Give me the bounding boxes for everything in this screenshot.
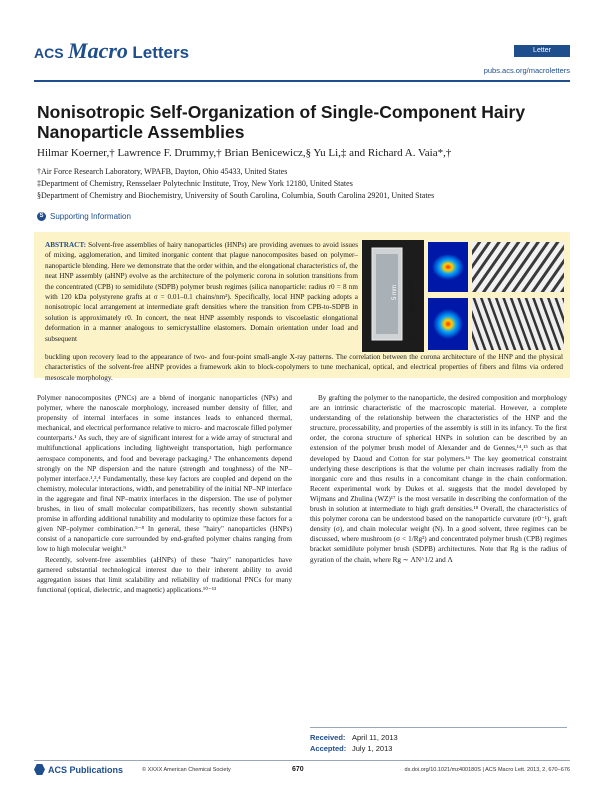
toc-scale-label: 5 mm (392, 285, 398, 300)
toc-graphic (362, 240, 566, 352)
supporting-info-link[interactable] (37, 212, 131, 221)
copyright-notice: © XXXX American Chemical Society (142, 767, 231, 773)
toc-saxs-ring-1 (432, 254, 464, 280)
footer-divider (34, 760, 570, 761)
abstract-body: Solvent-free assemblies of hairy nanoparticles (HNPs) are providing avenues to avoid issues of mixing, agglomeration, and limited inorganic content that plague nanocomposites based on polymer–nanoparticle blending. Here we demonstrate that the order within, and the elongational characteristics of, the neat HNP assembly (aHNP) evolve as the architecture of the polymeric corona in solution transitions from the concentrated (CPB) to semidilute (SDPB) polymer brush regimes (silica nanoparticle: radius r0 = 8 nm with 120 kDa polystyrene grafts at σ = 0.01–0.1 chains/nm²). Specifically, local HNP packing adopts a nonisotropic local arrangement at intermediate graft densities where the transition from CPB-to-SDPB in solution is approximately r0. In concert, the neat HNP assembly responds to viscoelastic elongational deformation in a manner analogous to semicrystalline elastomers. Domain orientation under load and subsequent (45, 241, 358, 343)
supporting-info-label: Supporting Information (50, 212, 131, 221)
toc-tem-image-2 (472, 298, 564, 350)
doi-citation-link[interactable]: dx.doi.org/10.1021/mz400180S | ACS Macro Lett. 2013, 2, 670−676 (404, 767, 570, 773)
accepted-date: July 1, 2013 (352, 744, 393, 753)
publisher-logo[interactable] (34, 764, 123, 775)
affiliations (37, 166, 567, 202)
body-paragraph: By grafting the polymer to the nanoparticle, the desired composition and morphology are an intrinsic characteristic of the macroscopic material. However, a complete understanding of the relationship between the characteristics of the HNP and the structure, processability, and properties of the assembly is still in its infancy. To the first order, the corona structure of spherical HNPs in solution can be described by an extension of the polymer brush model of Alexander and de Gennes,¹⁴,¹⁵ such as that developed by Daoud and Cotton for star polymers.¹⁶ The key geometrical constraint underlying these descriptions is that the volume per chain increases radially from the inorganic core and thus results in a concomitant change in the chain conformation. Recent experimental work by Dukes et al. suggests that the model developed by Wijmans and Zhulina (WZ)¹⁷ is the most versatile in describing the conformation of the brush in solution at intermediate to high graft densities.¹⁸ Overall, the characteristics of this polymer corona can be understood based on the nanoparticle curvature (r0⁻¹), graft density (σ), and chain molecular weight (N). In a good solvent, three regimes can be discussed, where mushroom (σ < 1/Rg²) and concentrated polymer brush (CPB) regimes bracket semidilute polymer brush (SDPB) architectures. Note that Rg is the radius of gyration of the chain, where Rg ∼ ΛN^1/2 and Λ (310, 394, 567, 564)
toc-graft-label: 0.05 chains/nm² (406, 275, 416, 340)
toc-saxs-ring-2 (433, 309, 463, 339)
page-number: 670 (292, 766, 304, 773)
body-paragraph: Polymer nanocomposites (PNCs) are a blend of inorganic nanoparticles (NPs) and polymer, where the nanoscale morphology, increased number density of filler, and propensity of internal interfaces in some instances leads to enhanced thermal, mechanical, and electrical performance relative to micro- and macroscale filled polymer counterparts.¹ As such, they are of significant interest for a wide array of structural and multifunctional applications including lightweight transportation, high performance aerospace components, and food and beverage packaging.² The enhancements depend strongly on the NP dispersion and the nature (strength and toughness) of the NP–polymer interface.¹,³,⁴ Fundamentally, these key factors are coupled and depend on the chemistry, molecular interactions, width, and penetrability of the initial NP–NP interface in the aggregate and final NP–matrix interfaces in the dispersion. The use of polymer brushes, in lieu of small molecular compatibilizers, has recently shown substantial promise in affording additional tunability and modularity to optimize these factors for a given NP–polymer combination.⁵⁻⁸ In general, these "hairy" nanoparticles (HNPs) consist of a nanoparticle core surrounded by end-grafted polymer chains ranging from low to high molecular weight.⁹ (37, 394, 292, 554)
logo-letters: Letters (132, 43, 190, 62)
supporting-info-icon: S (37, 212, 46, 221)
abstract-text (45, 240, 358, 344)
logo-macro: Macro (68, 38, 128, 63)
received-label: Received: (310, 733, 346, 742)
abstract-label: ABSTRACT: (45, 241, 87, 249)
abstract-continuation: buckling upon recovery lead to the appearance of two- and four-point small-angle X-ray patterns. The correlation between the corona architecture of the HNP and the physical characteristics of the solvent-free aHNP provides a framework akin to block-copolymers to tune mechanical, optical, and electrical properties of fibers and films via ordered mesoscale morphology. (45, 353, 563, 382)
received-date: April 11, 2013 (352, 733, 398, 742)
dates-divider (310, 727, 567, 728)
affiliation-3: §Department of Chemistry and Biochemistry, University of South Carolina, Columbia, South Carolina 29201, United States (37, 191, 435, 200)
journal-url-link[interactable]: pubs.acs.org/macroletters (483, 66, 570, 75)
body-column-left (37, 393, 292, 595)
toc-tem-image-1 (472, 242, 564, 292)
acs-hexagon-icon (34, 764, 45, 775)
header-divider (34, 80, 570, 82)
affiliation-1: †Air Force Research Laboratory, WPAFB, Dayton, Ohio 45433, United States (37, 167, 288, 176)
body-column-right (310, 393, 567, 565)
article-type-badge: Letter (514, 45, 570, 57)
body-paragraph: Recently, solvent-free assemblies (aHNPs) of these "hairy" nanoparticles have garnered substantial technological interest due to their inherent ability to avoid aggregation issues that limit scalability and reliability of traditional PNCs for many functional (optical, dielectric, and magnetic) applications.¹⁰⁻¹³ (37, 555, 292, 594)
publisher-name: ACS Publications (48, 764, 124, 775)
publication-dates (310, 732, 398, 754)
affiliation-2: ‡Department of Chemistry, Rensselaer Polytechnic Institute, Troy, New York 12180, United States (37, 179, 353, 188)
journal-logo[interactable] (34, 38, 189, 64)
article-title: Nonisotropic Self-Organization of Single-Component Hairy Nanoparticle Assemblies (37, 102, 526, 142)
logo-acs: ACS (34, 45, 64, 61)
author-list: Hilmar Koerner,† Lawrence F. Drummy,† Brian Benicewicz,§ Yu Li,‡ and Richard A. Vaia*,† (37, 147, 452, 159)
accepted-label: Accepted: (310, 744, 347, 753)
